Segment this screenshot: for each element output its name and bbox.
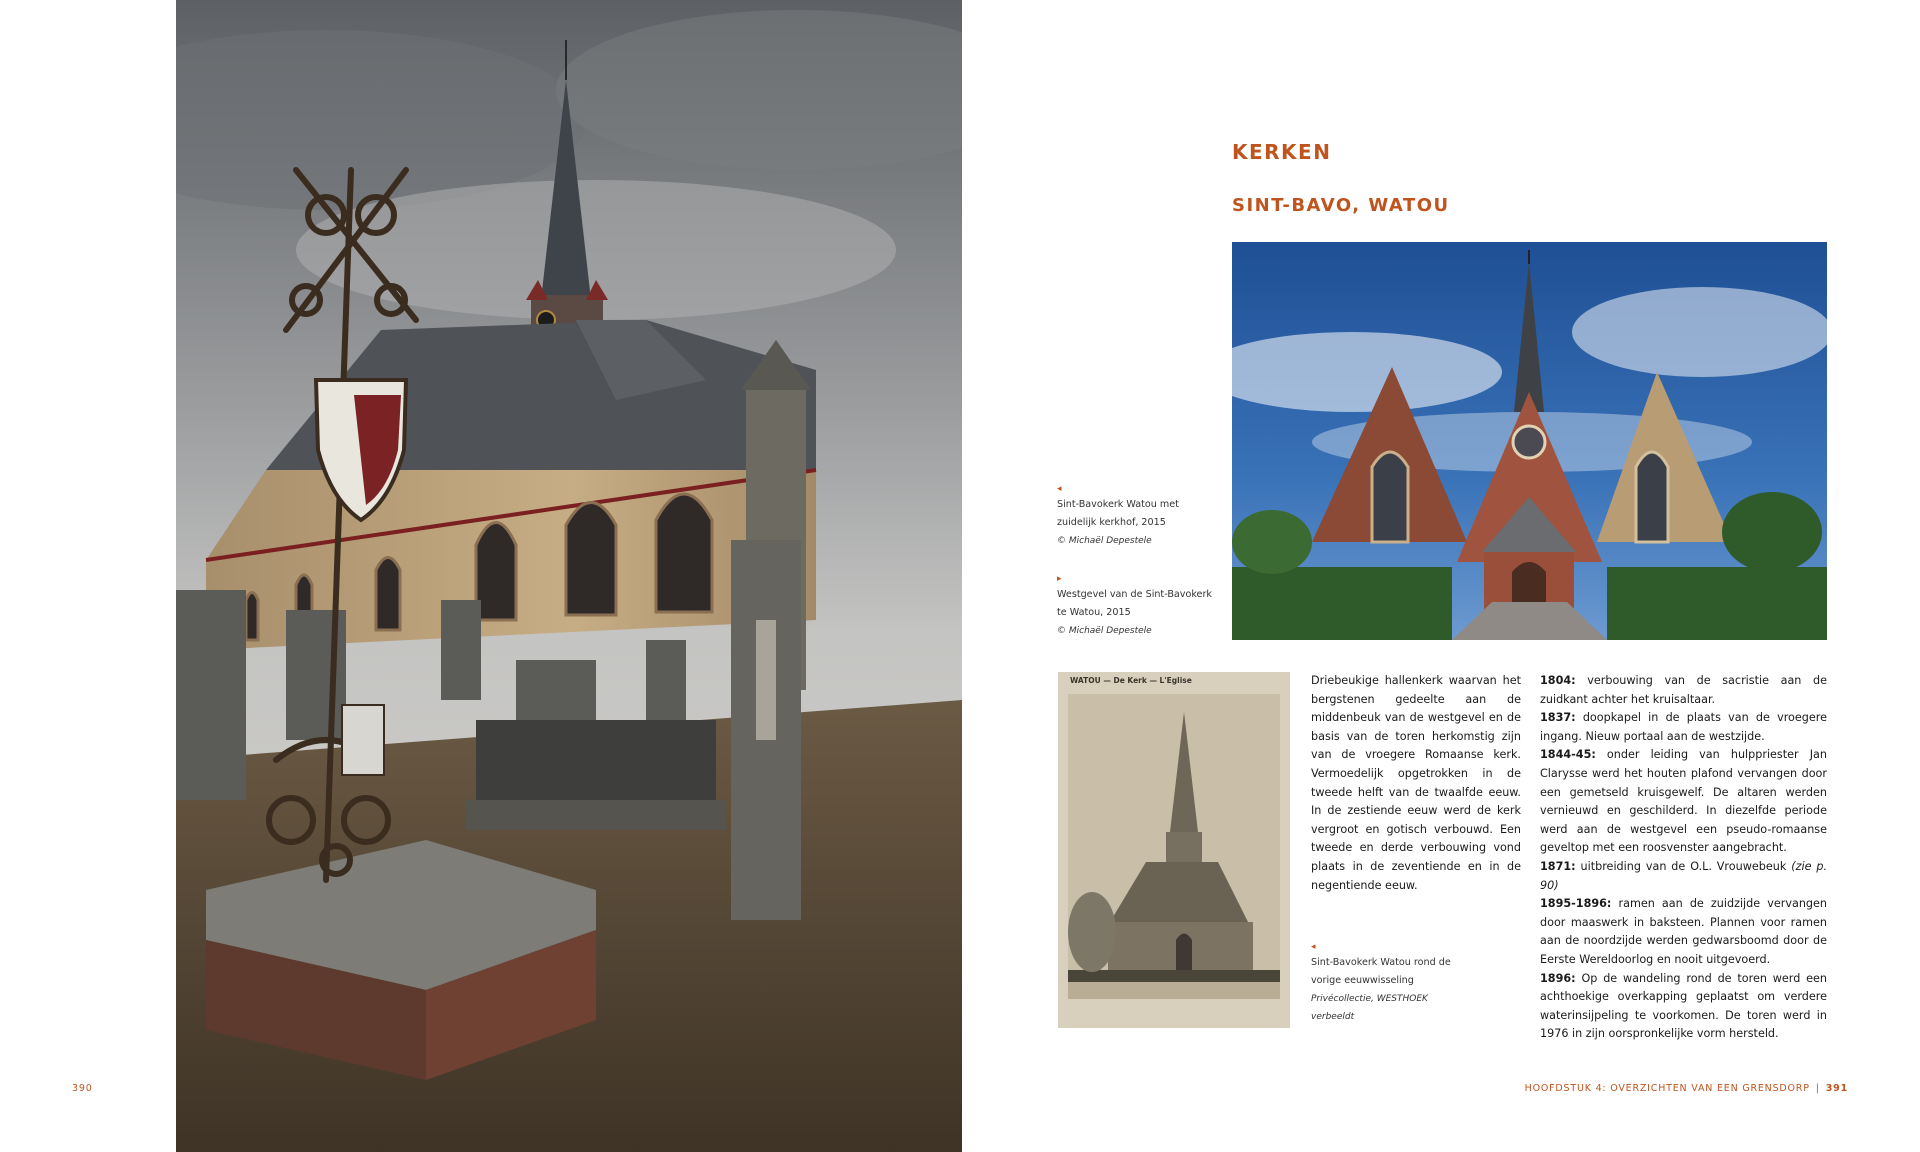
section-heading: KERKEN <box>1232 140 1332 164</box>
caption-text: Sint-Bavokerk Watou met zuidelijk kerkhof, 2015 <box>1057 499 1179 528</box>
timeline-year: 1896: <box>1540 971 1576 985</box>
left-page-number: 390 <box>72 1083 93 1094</box>
construction-timeline <box>1540 672 1827 1044</box>
caption-pointer-right-icon: ▸ <box>1057 574 1062 584</box>
caption-credit: © Michaël Depestele <box>1057 536 1152 546</box>
timeline-text: verbouwing van de sacristie aan de zuidkant achter het kruisaltaar. <box>1540 674 1827 706</box>
caption-text: Westgevel van de Sint-Bavokerk te Watou, 2015 <box>1057 589 1212 618</box>
caption-west-facade <box>1057 572 1217 640</box>
timeline-entry <box>1540 895 1827 969</box>
caption-text: Sint-Bavokerk Watou rond de vorige eeuwwisseling <box>1311 957 1451 986</box>
historic-postcard <box>1058 672 1290 1028</box>
timeline-entry <box>1540 709 1827 746</box>
chapter-title: HOOFDSTUK 4: OVERZICHTEN VAN EEN GRENSDORP <box>1524 1083 1810 1094</box>
churchyard-photo <box>176 0 962 1152</box>
postcard-label: WATOU — De Kerk — L'Eglise <box>1070 676 1192 685</box>
caption-pointer-left-icon: ◂ <box>1057 484 1062 494</box>
running-footer <box>1525 1083 1848 1094</box>
timeline-year: 1895-1896: <box>1540 897 1612 911</box>
west-facade-photo <box>1232 242 1827 640</box>
timeline-year: 1804: <box>1540 674 1576 687</box>
timeline-entry <box>1540 858 1827 895</box>
caption-pointer-left-icon: ◂ <box>1311 942 1316 952</box>
timeline-text: ramen aan de zuidzijde vervangen door maaswerk in baksteen. Plannen voor ramen aan de noordzijde werden gedwarsboomd door de Eerste Wereldoorlog en nooit uitgevoerd. <box>1540 897 1827 966</box>
timeline-text: uitbreiding van de O.L. Vrouwebeuk <box>1575 859 1792 873</box>
timeline-entry <box>1540 672 1827 709</box>
caption-churchyard <box>1057 482 1217 550</box>
timeline-text: onder leiding van hulppriester Jan Clarysse werd het houten plafond vervangen door een gemetseld kruisgewelf. De altaren werden vernieuwd en geschilderd. In diezelfde periode werd aan de westgevel een pseudo-romaanse geveltop met een roosvenster aangebracht. <box>1540 748 1827 855</box>
timeline-year: 1844-45: <box>1540 748 1596 762</box>
timeline-entry <box>1540 746 1827 858</box>
church-description: Driebeukige hallenkerk waarvan het bergstenen gedeelte aan de middenbeuk van de westgevel en de basis van de toren herkomstig zijn van de vroegere Romaanse kerk. Vermoedelijk opgetrokken in de tweede helft van de twaalfde eeuw. In de zestiende eeuw werd de kerk vergroot en gotisch verbouwd. Een tweede en derde verbouwing vond plaats in de zeventiende en in de negentiende eeuw. <box>1311 674 1521 892</box>
timeline-text: Op de wandeling rond de toren werd een achthoekige overkapping geplaatst om verdere waterinsijpeling te voorkomen. De toren werd in 1976 in zijn oorspronkelijke vorm hersteld. <box>1540 971 1827 1041</box>
right-page-number: 391 <box>1825 1083 1848 1094</box>
caption-credit: Privécollectie, WESTHOEK verbeeldt <box>1311 994 1428 1022</box>
caption-postcard <box>1311 940 1461 1026</box>
timeline-entry <box>1540 970 1827 1044</box>
timeline-year: 1837: <box>1540 711 1576 725</box>
caption-credit: © Michaël Depestele <box>1057 626 1152 636</box>
page-reference: (zie p. 90) <box>1540 859 1828 892</box>
timeline-text: doopkapel in de plaats van de vroegere ingang. Nieuw portaal aan de westzijde. <box>1540 711 1827 743</box>
footer-separator: | <box>1815 1083 1820 1094</box>
timeline-year: 1871: <box>1540 859 1576 873</box>
church-title: SINT-BAVO, WATOU <box>1232 195 1450 216</box>
